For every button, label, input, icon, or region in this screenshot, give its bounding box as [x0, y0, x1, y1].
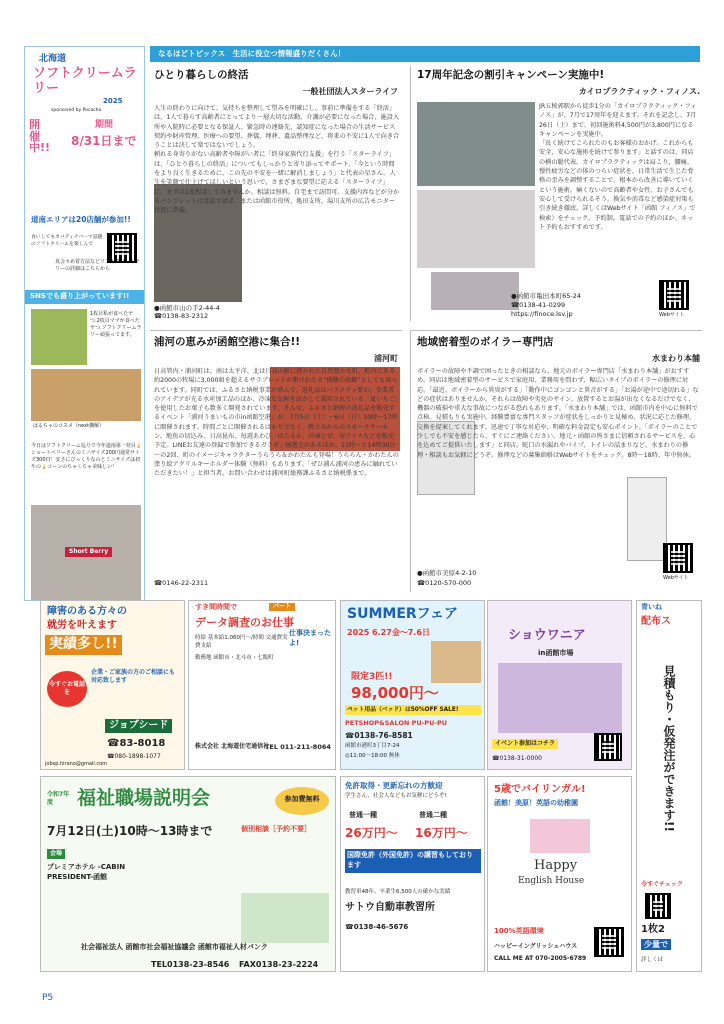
summer-limit: 限定3匹!! [351, 672, 393, 682]
ad-driving-school [340, 776, 485, 972]
english-title: 5歳でバイリンガル! [494, 784, 586, 795]
english-logo2: English House [518, 876, 585, 886]
article-address: ●函館市美原4-2-10 [417, 569, 477, 577]
article-boiler [410, 330, 702, 592]
article-address: ●函館市山の手2-44-4 [154, 304, 220, 312]
article-org: 一般社団法人スターライフ [302, 87, 398, 96]
card-shop: ショウワニア [508, 628, 586, 643]
article-org: カイロプラクティック・フィノス. [578, 87, 700, 96]
card-game-image [498, 663, 622, 733]
sidebar-status: 開催中!! [29, 118, 51, 155]
ad-data-survey-job [188, 600, 336, 770]
sidebar [24, 46, 145, 601]
jobseed-tel: ☎83-8018 [107, 738, 166, 749]
welfare-free: 参加費無料 [275, 787, 329, 815]
english-logo1: Happy [534, 858, 578, 873]
summer-hours: ◎11:00〜18:00 無休 [345, 753, 400, 759]
article-title: 地域密着型のボイラー専門店 [417, 336, 554, 348]
summer-price: 98,000円〜 [351, 684, 439, 702]
softcream-photo-1 [31, 309, 87, 365]
rightedge-note: 詳しくは [641, 957, 664, 963]
english-qr-code[interactable] [594, 927, 624, 957]
part-side: 仕事決まったよ! [289, 629, 331, 647]
summer-dates: 2025 6.27金〜7.6日 [347, 628, 430, 637]
clinic-photo [417, 102, 535, 186]
article-finoce [410, 66, 702, 321]
sidebar-sponsor: sponsored by Pocacha [51, 108, 102, 113]
rightedge-less: 少量で [641, 939, 671, 950]
part-tel: TEL 011-211-8064 [265, 743, 331, 751]
card-tag: イベント参加はコチラ [492, 739, 558, 749]
jobseed-line2: 就労を叶えます [47, 620, 117, 631]
rightedge-line1: 青いね [641, 603, 662, 611]
spine-chart-image [417, 190, 535, 268]
jobseed-name: ジョブシード [105, 719, 172, 733]
article-tel: ☎0138-83-2312 [154, 312, 209, 320]
card-sub: in函館市場 [538, 649, 574, 657]
welfare-date: 7月12日(土)10時〜13時まで [47, 824, 213, 838]
article-org: 水まわり本舗 [652, 354, 700, 363]
part-headline: データ調査のお仕事 [195, 616, 294, 629]
qr-label: Webサイト [659, 312, 685, 318]
driving-std1: 普通一種 [349, 811, 377, 819]
summer-title: SUMMERフェア [347, 606, 458, 622]
article-urakawa [150, 330, 402, 592]
article-body: JR五稜郭駅から徒歩1分の「カイロプラクティック・フィノス」が、7月で17周年を迎えます。それを記念し、7月26日（土）まで、初回施術料4,500円が3,800円になるキャンペーンを実施中。 「長く続けてこられたのもお客様のおかげ。これからも安全、安心な施術を続けて参ります」と話すのは、同店の横山聡代表。カイロプラクティックは肩こり、腰痛、慢性疲労などの体のつらい症状を、日常生活で生じた骨格の歪みを調整することで、根本から改善に導いていくという施術。痛くないので高齢者や女性、お子さんでも安心して受けられるそう。換気や消毒など感染症対策も引き続き徹底。詳しくはWebサイト「函館 フィノス」で検索）をチェック。予約制。電話での予約のほか、ネット予約もおすすめです。 [539, 103, 697, 231]
treatment-photo [431, 272, 519, 310]
article-address: ●函館市亀田本町65-24 [511, 292, 582, 300]
jobseed-line1: 障害のある方々の [47, 606, 127, 617]
jobseed-email: jobsp.hirano@gmail.com [45, 761, 108, 767]
welfare-illustration [241, 893, 329, 943]
ad-right-edge [636, 600, 702, 972]
ad-summer-fair [340, 600, 485, 770]
article-body: 日高管内・浦河町は、南は太平洋、北は日高山脈に抱かれた自然豊かな町。町内にある約2000の牧場に3,000頭を超えるサラブレッドが駆けわたる“優駿の故郷”としても知られています。同町では、ふるさと納税事業が盛んで、返礼品はバラエティ豊か。事業者のアイデアが光る水産加工品のほか、冷凍な気候を活かして栽培されている「夏いちご」を使用したお菓子も数多く開発されています。そんな、ふるさと納税の返礼品を販売するイベント「浦河うまいもの市in函館空港」が、7月5日（土）～6日（日）10時～17時に開催されます。時間ごとに開催されるばかりでなく、帆立みからのスモークサーモン、地魚の切込み、日高昆布、毎週あわび、ほたるか、冷凍どぜ、春アイスなどを販売予定。LINEお友達の登録で参加できるガラポン抽選会があるほか、11時～と14時30分～の2回、町のイメージキャラクターうらうら＆かわたんも登場！うららん・かわたんの塗り絵アクリルキーホルダー体験（無料）もあります。「ぜひ浦ん浦河の恵みに触れていただきたい！」と担当者。お問い合わせは浦河町総務課ふるさと納税係まで。 [154, 368, 399, 478]
summer-sale: ペット用品（ベッド）は50%OFF SALE! [345, 705, 481, 715]
welfare-method: 個別相談［予約不要］ [241, 825, 311, 833]
article-tel: ☎0120-570-000 [417, 579, 472, 587]
ad-card-shop [487, 600, 632, 770]
welfare-fax: FAX0138-23-2224 [239, 960, 319, 969]
sidebar-period: 8/31日まで [71, 134, 137, 148]
sidebar-post1: 1枚目私が食べたヤつ.2枚目ママが食べたヤつ.ソフトクリームラリー頑張ってます。 [90, 311, 142, 338]
sidebar-stores: 道南エリアは20店舗が参加!! [31, 215, 131, 224]
sidebar-post2-store: Short Berry [65, 547, 112, 557]
rightedge-check: 今すぐチェック [641, 881, 683, 888]
summer-tel: ☎0138-76-8581 [345, 731, 413, 740]
article-shukatsu [150, 66, 402, 321]
page-number: P5 [42, 993, 54, 1003]
summer-address: 函館市港町3丁目7-24 [345, 743, 400, 749]
welfare-venue: プレミアホテル -CABIN PRESIDENT-函館 [47, 863, 126, 881]
ad-welfare-fair [40, 776, 336, 972]
sidebar-detail-note: 真会々め着方法などソフトクリームラリーの詳細はこちらから [55, 259, 140, 272]
article-body: 人生の終わりに向けて、気持ちを整理して望みを明確にし、事前に準備をする「終活」は、1人で暮らす高齢者にとってより一層大切な活動。介護が必要になった場合、施設入所や入院時に必要となる保証人、緊急時の連絡先、認知症になった場合の生活サービス契約や財産管理、医療への要望、葬儀、埋葬、遺品整理など、将来の不安に1人で向き合うことは決して楽ではないでしょう。 頼れる身寄りがない高齢者や障がい者に「終身家族代行支援」を行う「スターライフ」は、「ひとり暮らしの終活」についてもしっかりと寄り添ってサポート。「今という時間をより良く生きるために、この先の不安を一緒に解消しましょう」と代表の星さん。人生を笑顔で仕上げてほしいという思いで、さまざまな要望に応える「スターライフ」に、まずは1度相談してみませんか。相談は無料。自宅まで訪問可。支援内容などが分かるパンフレットは電話で請求、または函館市役所、亀田支所、湯川支所の広告モニター付近に常備。 [154, 105, 400, 215]
part-wage: 時給 基本給1,060円〜/時間 交通費実費支給 [195, 635, 288, 649]
driving-price1: 26万円〜 [345, 826, 398, 840]
sidebar-sns-heading: SNSでも盛り上がっています!! [25, 290, 145, 304]
puppy-photo [431, 641, 481, 683]
article-org: 浦河町 [374, 354, 398, 363]
part-place: 勤務地 函館市・北斗市・七飯町 [195, 655, 274, 661]
driving-std2: 普通二種 [419, 811, 447, 819]
welfare-title: 福祉職場説明会 [77, 787, 211, 809]
website-qr-code[interactable] [659, 280, 689, 310]
card-qr-code[interactable] [594, 733, 622, 761]
driving-intl: 国際免許（外国免許）の講習もしております [345, 849, 481, 873]
part-tag1: すき間時間で [195, 603, 237, 611]
welfare-venue-label: 会場 [47, 849, 65, 859]
english-rate: 100%英語環境 [494, 927, 544, 935]
rightedge-qr-code[interactable] [645, 893, 671, 919]
jobseed-mobile: ☎080-1898-1077 [107, 753, 161, 760]
header-bar: なるほどトピックス 生活に役立つ情報盛りだくさん！ [150, 46, 700, 62]
sidebar-region: 北海道 [39, 54, 67, 64]
article-title: 浦河の恵みが函館空港に集合!! [154, 336, 301, 348]
welfare-year: 令和7年度 [47, 791, 70, 807]
english-sub: 函館！美原！英語の幼稚園 [494, 799, 578, 807]
rightedge-price: 1枚2 [641, 924, 665, 935]
article-title: 17周年記念の割引キャンペーン実施中! [417, 69, 605, 81]
summer-shop: PETSHOP&SALON PU-PU-PU [345, 719, 448, 727]
article-url[interactable]: https://finoce.lsv.jp [511, 310, 573, 318]
english-name: ハッピーイングリッシュハウス [494, 943, 578, 950]
english-tel: CALL ME AT 070-2005-6789 [494, 955, 587, 962]
jobseed-bubble: 企業・ご家族の方のご相談にも対応致します [91, 669, 176, 685]
driving-price2: 16万円〜 [415, 826, 468, 840]
sidebar-period-label: 期間 [95, 120, 114, 130]
ad-english-kindergarten [487, 776, 632, 972]
sidebar-stores-note: 食いしてもカバディナバーマ話題のソフトクリームを楽しんで [31, 235, 103, 247]
driving-head: 免許取得・更新忘れの方歓迎 [345, 781, 443, 790]
kids-illustration [530, 819, 590, 853]
driving-sub: 学生さん、社会人などもお気軽にどうぞ! [345, 793, 447, 799]
sidebar-title: ソフトクリームラリー [33, 66, 137, 96]
welfare-org: 社会福祉法人 函館市社会福祉協議会 函館市福祉人材バンク [81, 943, 268, 951]
welfare-tel: TEL0138-23-8546 [151, 960, 230, 969]
article-tel: ☎0146-22-2311 [154, 579, 209, 587]
jobseed-big: 実績多し!! [45, 635, 122, 655]
driving-note: 教習車48年、卒業生6,500人の確かな実績 [345, 889, 451, 895]
sidebar-year: 2025 [103, 97, 123, 105]
sidebar-post2: 今日はソフトクリーム巡りで今年道南第一発目🍦ショートベリーさんのミニサイズ200円通常サイズ300円！安さにびっくりなのとミニサイズは初やの🍦コーンのちゃくちゃ美味しい！ [31, 443, 143, 470]
part-company: 株式会社 北海道住宅通信社 [195, 743, 270, 750]
driving-name: サトウ自動車教習所 [345, 902, 435, 913]
article-tel: ☎0138-41-0299 [511, 301, 566, 309]
website-qr-code[interactable] [663, 543, 693, 573]
card-tel: ☎0138-31-0000 [492, 755, 542, 762]
rightedge-line2: 配布ス [641, 616, 671, 627]
sidebar-post1-handle: はるちゃのコスメ（next棚解） [33, 423, 105, 429]
driving-tel: ☎0138-46-5676 [345, 923, 409, 931]
article-body: ボイラーの故障や不調で困ったときの相談なら、地元のボイラー専門店「水まわり本舗」がおすすめ。同店は地域密着型のサービスで家庭用、業務用を問わず、幅広いタイプのボイラーの修理に対応。「最近、ボイラーから異臭がする」「動作中にゴンゴンと異音がする」「お湯が途中で途切れる」などの症状はありませんか。それらは故障や劣化のサイン。放置するとお湯が出なくなるだけでなく、機器の破損や重大な事故につながる恐れもあります。「水まわり本舗」では、函館市内を中心に無料で点検。見積もりも実施中。経験豊富な専門スタッフが症状をしっかりと見極め、状況に応じた修理、交換を提案してくれます。迅速で丁寧な対応や、明確な料金設定も安心ポイント。「ボイラーのことで少しでも不安を感じたら、すぐにご連絡ください。地元・函館の皆さまに信頼されるサービスを、心を込めてご提供いたします」と同店。蛇口の水漏れやパイプ、トイレの詰まりなど、水まわりの修理・相談もお気軽にどうぞ。修理などの募集価格はWebサイトをチェック。8時～18時、年中無休。 [417, 368, 699, 459]
ad-jobseed [40, 600, 185, 770]
jobseed-call: 今すぐお電話を [47, 671, 87, 707]
part-tag2: パート [269, 603, 295, 611]
qr-label: Webサイト [663, 575, 689, 581]
article-title: ひとり暮らしの終活 [154, 69, 249, 81]
rightedge-vertical: 見積もり・仮発注ができます!! [662, 665, 676, 832]
softcream-photo-2 [31, 369, 141, 421]
